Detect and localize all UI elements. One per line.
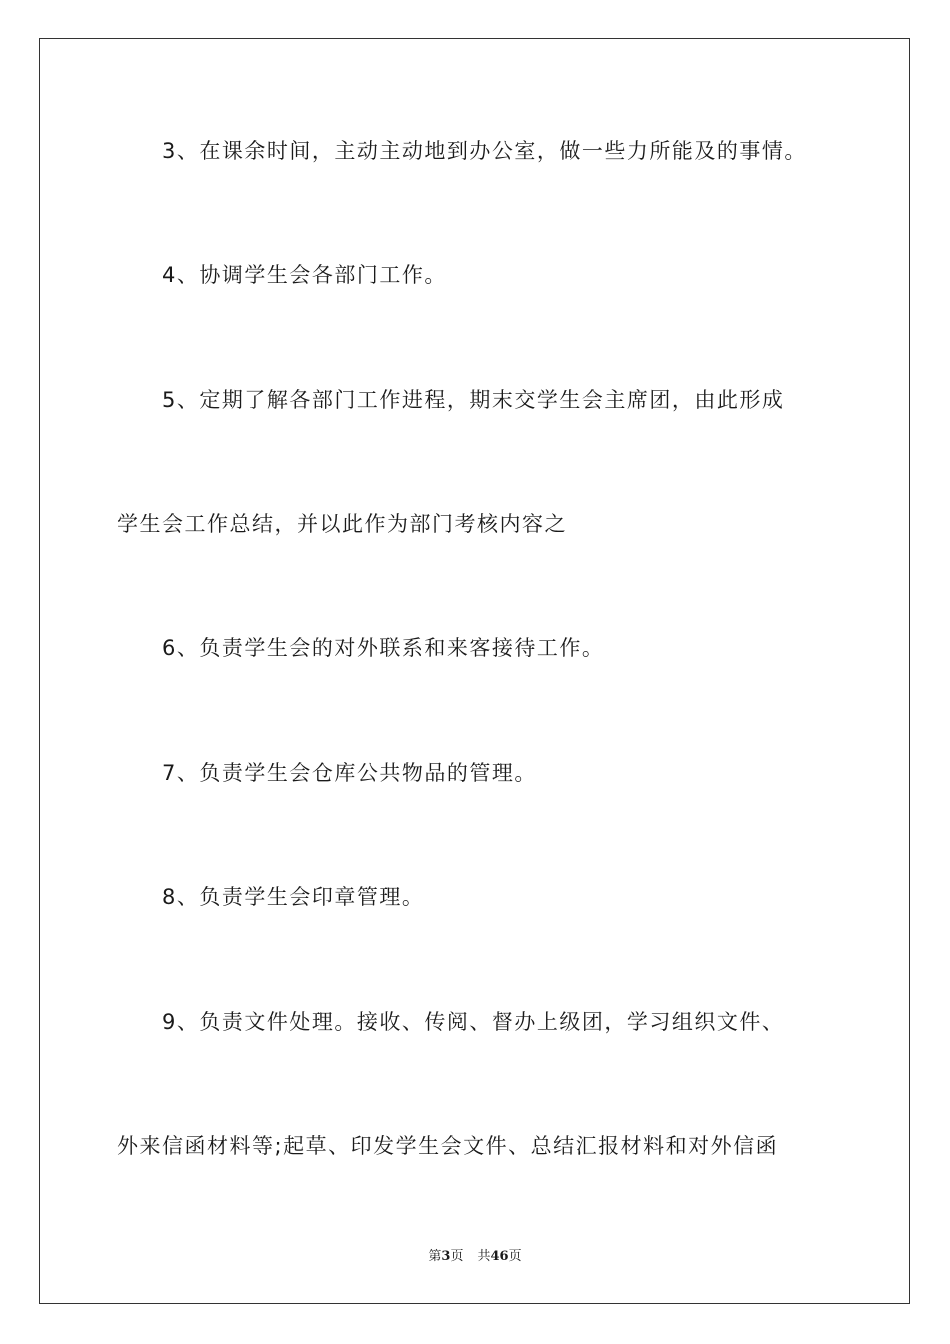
paragraph-item-9-continued: 外来信函材料等;起草、印发学生会文件、总结汇报材料和对外信函: [117, 1134, 779, 1158]
paragraph-item-5: 5、定期了解各部门工作进程，期末交学生会主席团，由此形成: [162, 388, 785, 412]
paragraph-item-9: 9、负责文件处理。接收、传阅、督办上级团，学习组织文件、: [162, 1010, 785, 1034]
footer-total-suffix: 页: [508, 1249, 522, 1264]
paragraph-item-8: 8、负责学生会印章管理。: [162, 885, 425, 909]
footer-page-prefix: 第: [428, 1249, 442, 1264]
footer-page-current: 3: [441, 1249, 451, 1264]
footer-page-suffix: 页: [450, 1249, 464, 1264]
footer-page-total: 46: [490, 1249, 509, 1264]
footer-total-prefix: 共: [477, 1249, 491, 1264]
page-border: [39, 38, 910, 1304]
paragraph-item-3: 3、在课余时间，主动主动地到办公室，做一些力所能及的事情。: [162, 139, 807, 163]
paragraph-item-5-continued: 学生会工作总结，并以此作为部门考核内容之: [117, 512, 567, 536]
page-footer: [0, 1248, 950, 1266]
paragraph-item-6: 6、负责学生会的对外联系和来客接待工作。: [162, 636, 605, 660]
paragraph-item-4: 4、协调学生会各部门工作。: [162, 263, 447, 287]
paragraph-item-7: 7、负责学生会仓库公共物品的管理。: [162, 761, 537, 785]
